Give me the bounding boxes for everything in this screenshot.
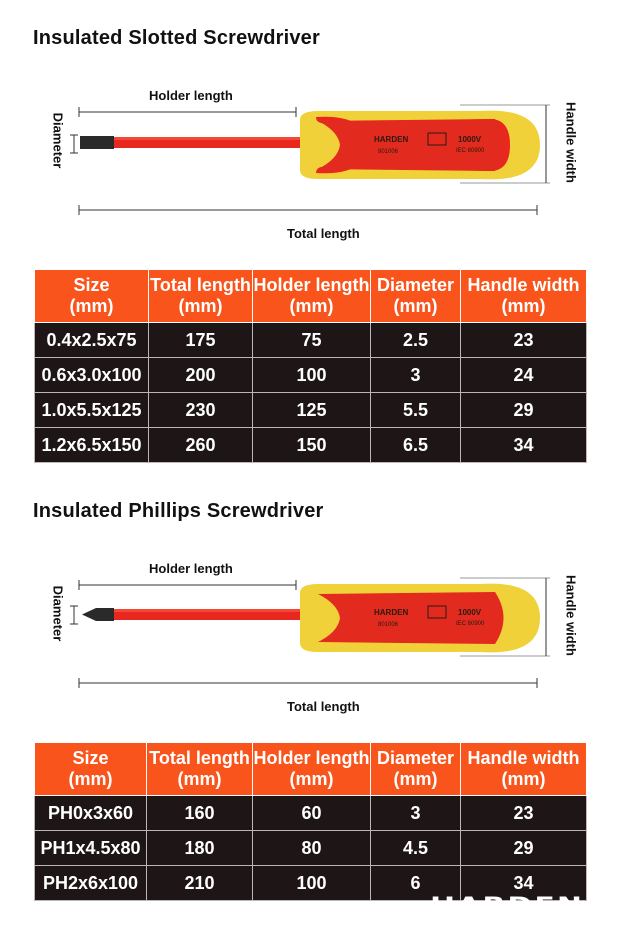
cell-handle-width: 34: [461, 428, 587, 463]
total-length-label: Total length: [287, 226, 360, 241]
cell-size: 1.0x5.5x125: [35, 393, 149, 428]
cell-diameter: 3: [371, 358, 461, 393]
section-title-phillips: Insulated Phillips Screwdriver: [33, 500, 324, 522]
table-row: [35, 796, 587, 831]
cell-handle-width: 29: [461, 393, 587, 428]
holder-length-label: Holder length: [149, 561, 233, 576]
screwdriver-diagram-slotted: [0, 85, 620, 241]
table-row: [35, 323, 587, 358]
table-header-row: [35, 270, 587, 323]
header-diameter: Diameter (mm): [371, 743, 461, 796]
cell-size: PH0x3x60: [35, 796, 147, 831]
cell-total-length: 260: [149, 428, 253, 463]
cell-size: 0.6x3.0x100: [35, 358, 149, 393]
header-total-length: Total length (mm): [147, 743, 253, 796]
cell-size: PH2x6x100: [35, 866, 147, 901]
cell-handle-width: 24: [461, 358, 587, 393]
cell-total-length: 160: [147, 796, 253, 831]
table-header-row: [35, 743, 587, 796]
handle-voltage-text: 1000V: [458, 608, 482, 617]
cell-diameter: 3: [371, 796, 461, 831]
cell-total-length: 180: [147, 831, 253, 866]
handle-voltage-text: 1000V: [458, 135, 482, 144]
cell-holder-length: 150: [253, 428, 371, 463]
cell-total-length: 230: [149, 393, 253, 428]
handle-standard-text: IEC 60900: [456, 621, 485, 627]
handle-width-label: Handle width: [563, 102, 579, 183]
screwdriver-drawing-slotted: [0, 85, 620, 235]
cell-handle-width: 23: [461, 796, 587, 831]
cell-diameter: 2.5: [371, 323, 461, 358]
screwdriver-drawing-phillips: [0, 558, 620, 708]
cell-handle-width: 23: [461, 323, 587, 358]
cell-size: 0.4x2.5x75: [35, 323, 149, 358]
cell-size: PH1x4.5x80: [35, 831, 147, 866]
handle-code-text: 801006: [378, 149, 399, 155]
handle-standard-text: IEC 60900: [456, 148, 485, 154]
header-size: Size (mm): [35, 743, 147, 796]
cell-size: 1.2x6.5x150: [35, 428, 149, 463]
table-row: [35, 428, 587, 463]
handle-code-text: 801006: [378, 622, 399, 628]
cell-holder-length: 100: [253, 866, 371, 901]
cell-diameter: 4.5: [371, 831, 461, 866]
section-title-slotted: Insulated Slotted Screwdriver: [33, 27, 320, 49]
cell-diameter: 6: [371, 866, 461, 901]
header-total-length: Total length (mm): [149, 270, 253, 323]
cell-holder-length: 80: [253, 831, 371, 866]
diameter-label: Diameter: [50, 112, 66, 169]
cell-diameter: 6.5: [371, 428, 461, 463]
table-row: [35, 358, 587, 393]
table-row: [35, 393, 587, 428]
cell-total-length: 200: [149, 358, 253, 393]
header-handle-width: Handle width (mm): [461, 743, 587, 796]
screwdriver-diagram-phillips: [0, 558, 620, 714]
header-holder-length: Holder length (mm): [253, 743, 371, 796]
handle-brand-text: HARDEN: [374, 135, 409, 144]
cell-total-length: 175: [149, 323, 253, 358]
cell-handle-width: 34: [461, 866, 587, 901]
spec-table-slotted: [34, 269, 587, 463]
cell-holder-length: 60: [253, 796, 371, 831]
cell-holder-length: 125: [253, 393, 371, 428]
handle-width-label: Handle width: [563, 575, 579, 656]
holder-length-label: Holder length: [149, 88, 233, 103]
total-length-label: Total length: [287, 699, 360, 714]
cell-holder-length: 75: [253, 323, 371, 358]
header-diameter: Diameter (mm): [371, 270, 461, 323]
diameter-label: Diameter: [50, 585, 66, 642]
brand-watermark: HARDEN: [430, 893, 584, 918]
cell-diameter: 5.5: [371, 393, 461, 428]
spec-table-phillips: [34, 742, 587, 901]
header-size: Size (mm): [35, 270, 149, 323]
cell-holder-length: 100: [253, 358, 371, 393]
header-holder-length: Holder length (mm): [253, 270, 371, 323]
cell-handle-width: 29: [461, 831, 587, 866]
table-row: [35, 831, 587, 866]
cell-total-length: 210: [147, 866, 253, 901]
handle-brand-text: HARDEN: [374, 608, 409, 617]
header-handle-width: Handle width (mm): [461, 270, 587, 323]
